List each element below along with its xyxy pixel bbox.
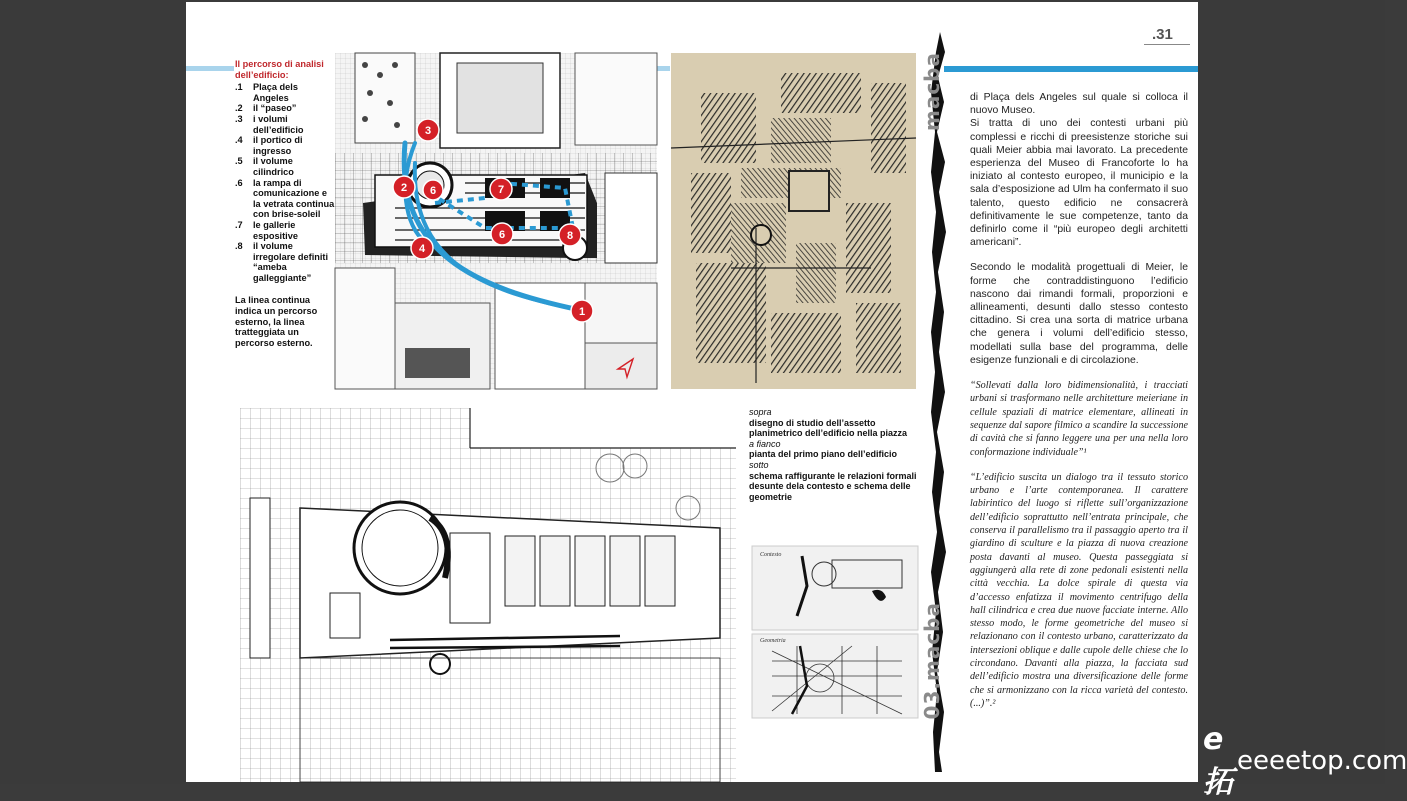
study-sketch xyxy=(671,53,916,389)
page-number: .31 xyxy=(1152,26,1173,43)
quote-paragraph: “L’edificio suscita un dialogo tra il tessuto storico urbano e l’arte contemporanea. Il carattere labirintico del luogo si riflette sull’organizzazione dell’edificio soprattutto nell’entrata principale, che conserva il parallelismo tra il passaggio aperto tra il giardino di sculture e la piazza di nuova creazione posta davanti al museo. Questa passeggiata si aggiungerà alla rete di zone pedonali esistenti nella città vecchia. La dolce spirale di questa via d’accesso enfatizza il movimento centrifugo della hall cilindrica e crea due nuove facciate interne. Allo stesso modo, le forme geometriche del museo si relazionano con il contesto urbano, caratterizzato da intersezioni oblique e dalle cupole delle chiese che lo circondano. Davanti alla piazza, la facciata sud dell’edificio mostra una diversificazione delle forme che si armonizzano con la ricca varietà del contesto. (...)”.² xyxy=(970,471,1188,709)
floor-plan xyxy=(240,408,736,782)
legend-item: .2 il “paseo” xyxy=(235,103,297,114)
caption-below: sotto xyxy=(749,459,769,470)
caption-side: a fianco xyxy=(749,438,781,449)
caption-above-text: disegno di studio dell’assetto planimetrico dell’edificio nella piazza xyxy=(749,417,908,439)
marker-label-3: 3 xyxy=(424,125,432,137)
marker-label-1: 1 xyxy=(578,306,586,318)
body-text-column xyxy=(970,91,1188,722)
legend-item: .3 i volumi dell’edificio xyxy=(235,113,304,135)
site-plan-route xyxy=(335,53,657,389)
marker-label-8: 8 xyxy=(566,230,574,242)
watermark-logo: e拓 xyxy=(1203,721,1233,800)
legend-item: .6 la rampa di comunicazione e la vetrata continua con brise-soleil xyxy=(235,177,335,220)
page-number-rule xyxy=(1144,44,1190,45)
legend-item: .5 il volume cilindrico xyxy=(235,156,294,177)
schema-label-geometry: Geometria xyxy=(760,638,786,644)
watermark-text: eeeetop.com xyxy=(1237,746,1407,776)
marker-label-6b: 6 xyxy=(498,229,506,241)
context-geometry-schema xyxy=(752,546,918,718)
quote-paragraph: “Sollevati dalla loro bidimensionalità, i tracciati urbani si trasformano nelle architetture meieriane in cellule spaziali di matrice elementare, allineati in sequenze dal sapore filmico a scandire la successione di cavità che si fanno leggere una per una nella loro conformazione individuale”¹ xyxy=(970,380,1188,458)
caption-below-text: schema raffigurante le relazioni formali desunte dela contesto e schema delle geometrie xyxy=(749,470,917,502)
body-paragraph: di Plaça dels Angeles sul quale si colloca il nuovo Museo. xyxy=(970,92,1188,117)
marker-label-7: 7 xyxy=(497,184,505,196)
body-paragraph: Si tratta di uno dei contesti urbani più complessi e ricchi di preesistenze storiche sui quali Meier abbia mai lavorato. La precedente esperienza del Museo di Francoforte lo ha iniziato al contesto europeo, il municipio e la sala d’esposizione ad Ulm ha confermato il suo talento, questo edificio ne consacrerà definitivamente le sue competenze, tanto da definirlo come il “più europeo degli architetti americani”. xyxy=(970,118,1188,249)
legend-item: .1 Plaça dels Angeles xyxy=(235,82,298,103)
viewer-left-margin xyxy=(0,0,186,784)
legend-title: Il percorso di analisi dell’edificio: xyxy=(235,59,324,80)
marker-label-2: 2 xyxy=(400,182,408,194)
watermark xyxy=(1203,721,1407,800)
header-bar-mid xyxy=(656,66,670,71)
vertical-word-bottom: 03.macba xyxy=(920,602,944,720)
body-paragraph: Secondo le modalità progettuali di Meier, le forme che contraddistinguono l’edificio nascono dai rimandi formali, proporzioni e allineamenti, desunti dallo stesso contesto cittadino. Si crea una sorta di matrice urbana che genera i volumi dell’edificio stesso, modellati sulla base del programma, delle esigenze funzionali e di circolazione. xyxy=(970,262,1188,366)
caption-above: sopra xyxy=(749,407,772,417)
vertical-word-top: macba xyxy=(920,52,944,132)
legend-note: La linea continua indica un percorso esterno, la linea tratteggiata un percorso esterno. xyxy=(235,295,318,348)
document-page xyxy=(186,2,1198,782)
figure-captions xyxy=(749,407,924,502)
marker-label-6a: 6 xyxy=(429,185,437,197)
legend-item: .8 il volume irregolare definiti “ameba galleggiante” xyxy=(235,241,329,283)
schema-label-context: Contesto xyxy=(760,552,782,558)
route-legend xyxy=(235,59,335,348)
header-bar-left xyxy=(186,66,234,71)
viewer-right-margin xyxy=(1198,0,1385,784)
marker-label-4: 4 xyxy=(418,243,426,255)
caption-side-text: pianta del primo piano dell’edificio xyxy=(749,449,898,460)
header-bar-right xyxy=(944,66,1198,72)
legend-item: .4 il portico di ingresso xyxy=(235,135,303,156)
legend-item: .7 le gallerie espositive xyxy=(235,219,298,241)
